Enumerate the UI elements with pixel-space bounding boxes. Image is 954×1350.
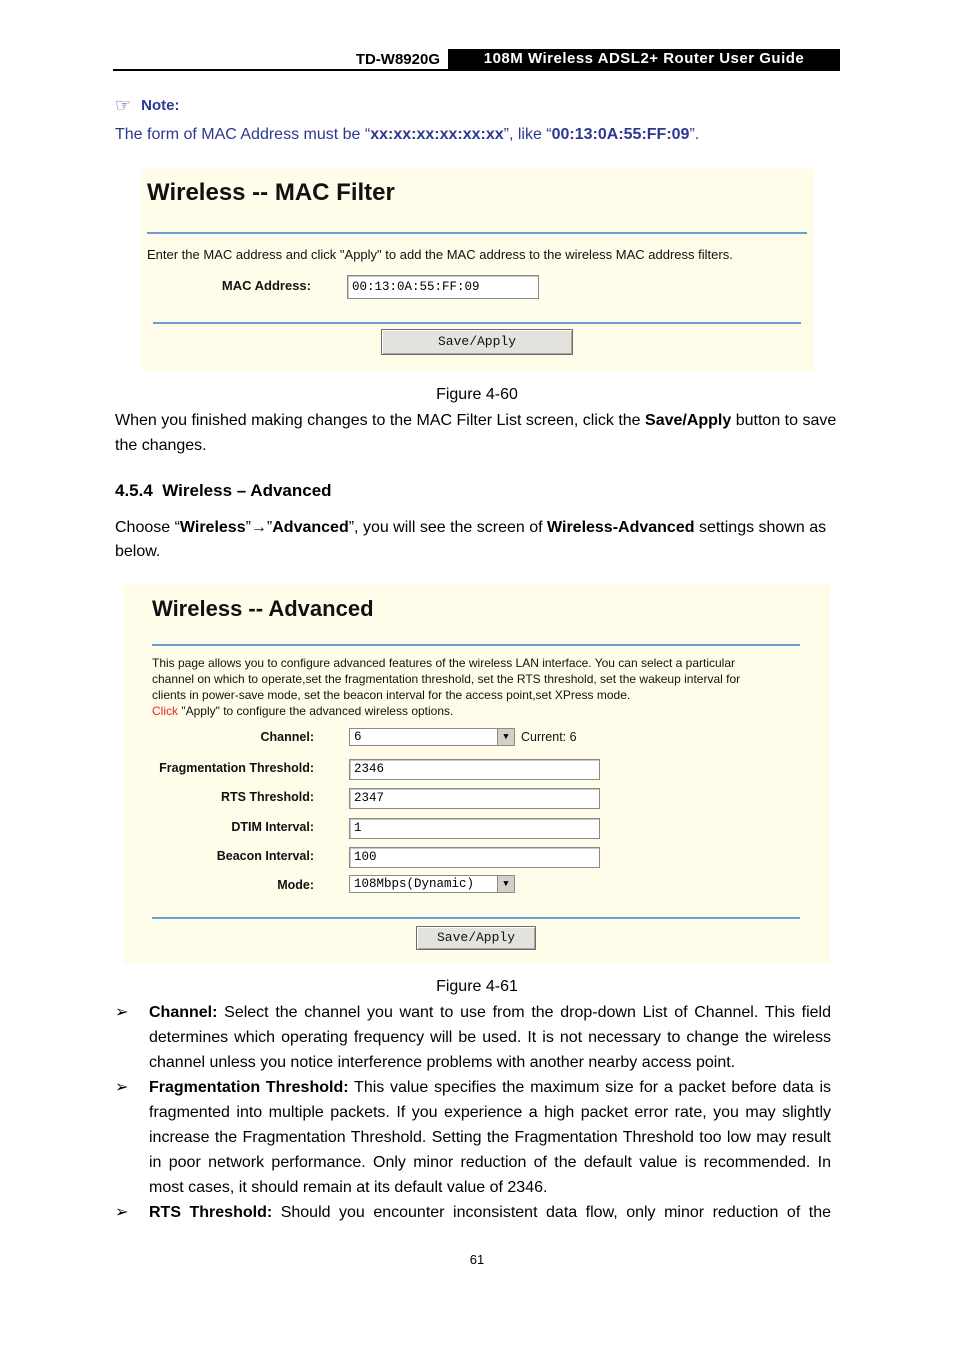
paragraph: [115, 408, 839, 458]
mac-format: xx:xx:xx:xx:xx:xx: [370, 126, 504, 143]
figure-caption: Figure 4-61: [436, 978, 518, 995]
beacon-interval-label: Beacon Interval:: [216, 849, 314, 863]
mac-filter-panel: [141, 169, 814, 371]
chevron-down-icon[interactable]: ▼: [497, 729, 514, 745]
paragraph: [115, 516, 839, 564]
rts-threshold-label: RTS Threshold:: [220, 790, 314, 804]
dtim-interval-input[interactable]: 1: [349, 818, 600, 839]
text: When you finished making changes to the MAC Filter List screen, click the: [115, 412, 646, 429]
note-text-after: ”.: [689, 126, 700, 143]
bullet-rts: [115, 1200, 831, 1225]
rts-threshold-input[interactable]: 2347: [349, 788, 600, 809]
fragmentation-threshold-label: Fragmentation Threshold:: [159, 761, 314, 775]
bullet-text: Select the channel you want to use from the drop-down List of Channel. This field determines which operating frequency will be used. It is not necessary to change the wireless channel unless you notice interference problems with another nearby access point.: [149, 1004, 831, 1071]
bullet-fragmentation: [115, 1075, 831, 1200]
bullet-arrow-icon: ➢: [115, 1204, 129, 1221]
arrow-text: ”→”: [245, 519, 273, 536]
mode-select[interactable]: [349, 875, 515, 893]
text: ”, you will see the screen of: [348, 519, 548, 536]
pointing-hand-icon: ☞: [115, 95, 132, 115]
divider: [152, 917, 800, 919]
fragmentation-threshold-input[interactable]: 2346: [349, 759, 600, 780]
bullet-arrow-icon: ➢: [115, 1004, 129, 1021]
figure-caption: Figure 4-60: [436, 386, 518, 403]
channel-value: 6: [354, 730, 362, 744]
text: button to save the changes.: [115, 412, 837, 454]
wireless-advanced-panel: [123, 584, 830, 964]
mac-filter-instruction: Enter the MAC address and click "Apply" to add the MAC address to the wireless MAC address filters.: [147, 247, 733, 262]
text: "Apply" to configure the advanced wireless options.: [178, 704, 454, 718]
note-text: [115, 126, 699, 144]
bullet-arrow-icon: ➢: [115, 1079, 129, 1096]
channel-label: Channel:: [260, 730, 314, 744]
page-number: 61: [469, 1252, 485, 1267]
dtim-interval-label: DTIM Interval:: [231, 820, 314, 834]
save-apply-button[interactable]: Save/Apply: [416, 926, 536, 950]
bold-text: Wireless-Advanced: [547, 519, 695, 536]
mac-filter-title: Wireless -- MAC Filter: [147, 179, 395, 206]
advanced-description-line: clients in power-save mode, set the beacon interval for the access point,set XPress mode.: [152, 688, 631, 702]
page-header: [113, 49, 840, 71]
bold-text: Wireless: [179, 519, 246, 536]
bullet-term: RTS Threshold:: [149, 1204, 273, 1221]
advanced-description-line: This page allows you to configure advanced features of the wireless LAN interface. You can select a particular: [152, 656, 736, 670]
note-text-middle: ”, like “: [503, 126, 552, 143]
bullet-term: Fragmentation Threshold:: [149, 1079, 349, 1096]
note-text-before: The form of MAC Address must be “: [115, 126, 371, 143]
text: settings shown as below.: [115, 519, 827, 560]
mac-address-label: MAC Address:: [221, 278, 311, 293]
header-guide-title: 108M Wireless ADSL2+ Router User Guide: [448, 49, 840, 69]
chevron-down-icon[interactable]: ▼: [497, 876, 514, 892]
advanced-description-line: channel on which to operate,set the fragmentation threshold, set the RTS threshold, set the wakeup interval for: [152, 672, 741, 686]
text: Choose “: [115, 519, 180, 536]
note-label: Note:: [141, 97, 180, 114]
mode-label: Mode:: [277, 878, 314, 892]
save-apply-button[interactable]: Save/Apply: [381, 329, 573, 355]
divider: [147, 232, 807, 234]
mac-address-input[interactable]: 00:13:0A:55:FF:09: [347, 275, 539, 299]
advanced-description-line: [152, 703, 453, 719]
bold-text: Advanced: [272, 519, 349, 536]
bold-text: Save/Apply: [645, 412, 732, 429]
channel-select[interactable]: [349, 728, 515, 746]
click-word: Click: [152, 704, 178, 718]
divider: [153, 322, 801, 324]
note-heading: [115, 95, 179, 116]
beacon-interval-input[interactable]: 100: [349, 847, 600, 868]
bullet-text: This value specifies the maximum size for a packet before data is fragmented into multiple packets. If you experience a high packet error rate, you may slightly increase the Fragmentation Threshold. Setting the Fragmentation Threshold too low may result in poor network performance. Only minor reduction of the default value is recommended. In most cases, it should remain at its default value of 2346.: [149, 1079, 831, 1196]
mode-value: 108Mbps(Dynamic): [354, 877, 475, 891]
wireless-advanced-title: Wireless -- Advanced: [152, 596, 374, 621]
mac-example: 00:13:0A:55:FF:09: [551, 126, 690, 143]
bullet-channel: [115, 1000, 831, 1075]
bullet-text: Should you encounter inconsistent data flow, only minor reduction of the: [272, 1204, 832, 1221]
current-channel-text: Current: 6: [521, 730, 577, 744]
bullet-term: Channel:: [149, 1004, 218, 1021]
divider: [152, 644, 800, 646]
header-model: TD-W8920G: [355, 51, 440, 68]
section-heading: 4.5.4 Wireless – Advanced: [115, 481, 332, 500]
